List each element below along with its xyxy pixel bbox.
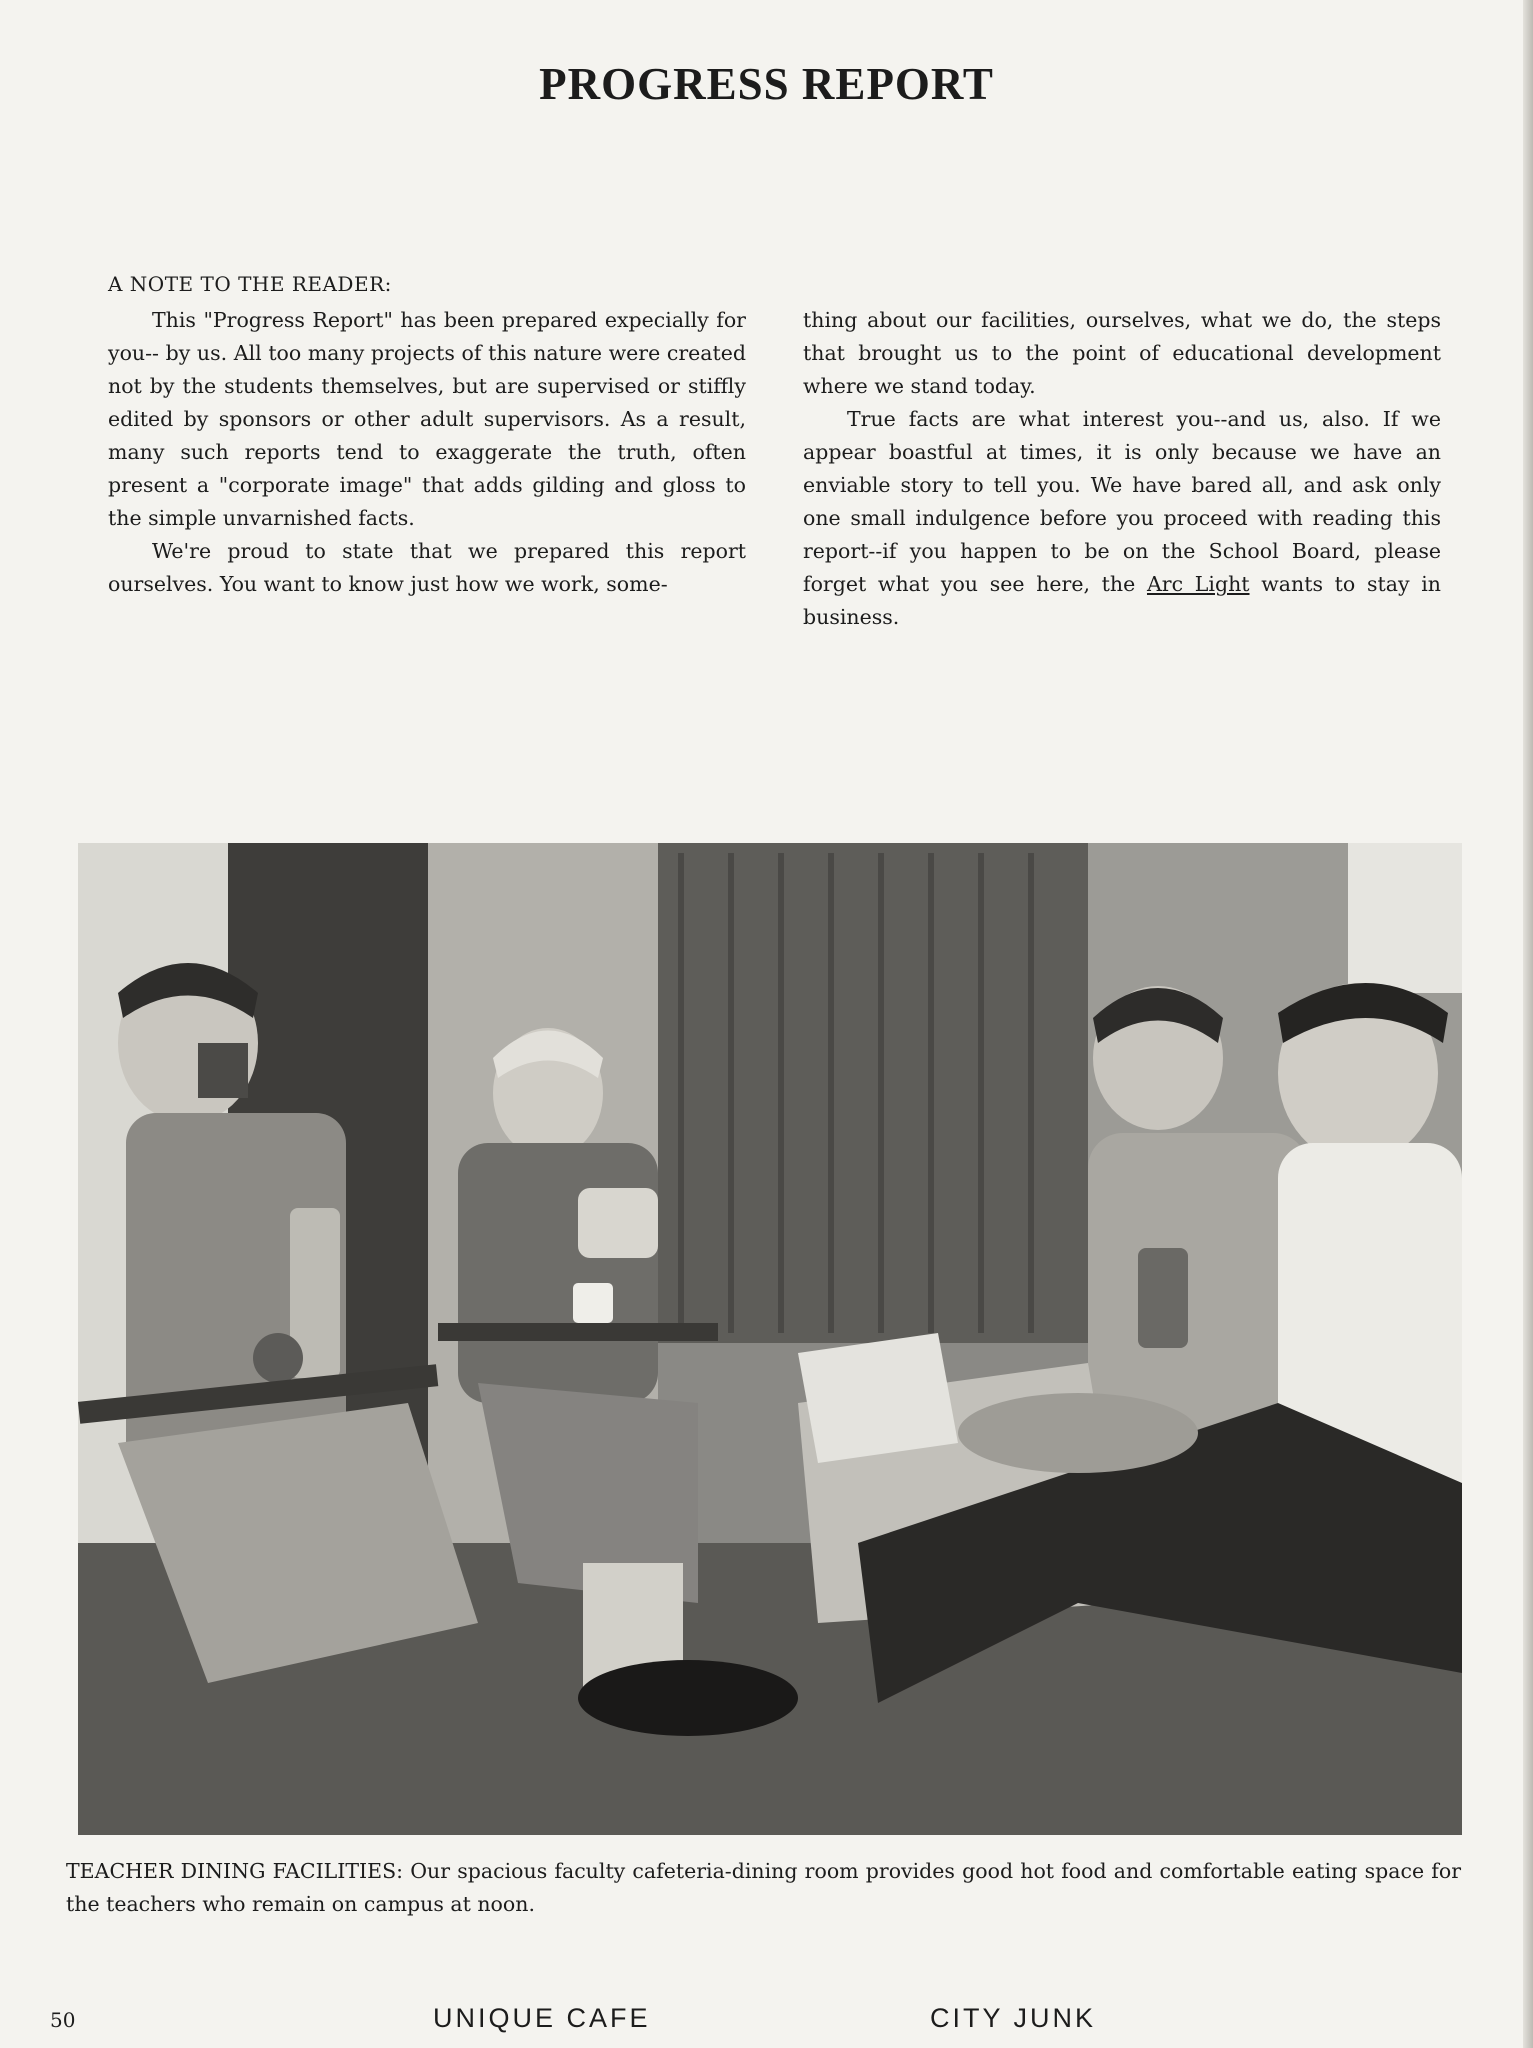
page-title: PROGRESS REPORT [539, 59, 994, 109]
photo-caption: TEACHER DINING FACILITIES: Our spacious faculty cafeteria-dining room provides good hot food and comfortable eating space for the teachers who remain on campus at noon. [66, 1859, 1461, 1916]
page-number: 50 [50, 2008, 76, 2032]
publication-name: Arc Light [1146, 572, 1250, 596]
advertiser-city-junk: CITY JUNK [930, 2003, 1097, 2033]
note-paragraph-3 [803, 403, 1441, 634]
note-paragraph-1: This "Progress Report" has been prepared expecially for you-- by us. All too many projects of this nature were created not by the students themselves, but are supervised or stiffly edited by sponsors or other adult supervisors. As a result, many such reports tend to exaggerate the truth, often present a "corporate image" that adds gilding and gloss to the simple unvarnished facts. [108, 308, 746, 530]
note-column-left [108, 304, 746, 601]
note-paragraph-3-text: True facts are what interest you--and us, also. If we appear boastful at times, it is only because we have an enviable story to tell you. We have bared all, and ask only one small indulgence before you proceed with reading this report--if you happen to be on the School Board, please forget what you see here, the [803, 407, 1441, 596]
dining-photo [78, 843, 1462, 1835]
note-paragraph-3-end: wants to stay in business. [803, 572, 1441, 629]
page-edge-shadow [1523, 0, 1533, 2048]
note-paragraph-2: We're proud to state that we prepared this report ourselves. You want to know just how we work, some- [108, 539, 746, 596]
note-heading: A NOTE TO THE READER: [108, 272, 392, 296]
dining-photo-illustration [78, 843, 1462, 1835]
advertiser-unique-cafe: UNIQUE CAFE [433, 2003, 651, 2033]
note-paragraph-continued: thing about our facilities, ourselves, what we do, the steps that brought us to the point of educational development where we stand today. [803, 308, 1441, 398]
note-column-right [803, 304, 1441, 634]
